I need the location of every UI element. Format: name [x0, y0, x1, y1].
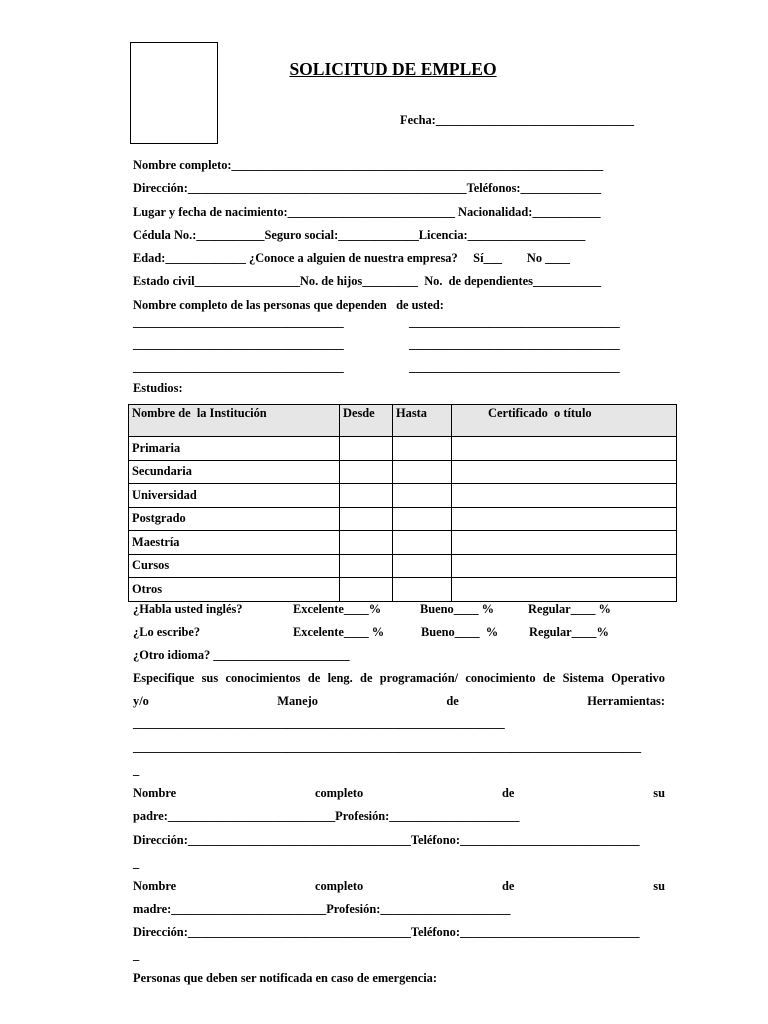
word: su [653, 879, 665, 893]
programming-prompt-line2 [133, 694, 665, 709]
line-dash: _ [133, 948, 140, 962]
programming-prompt-line1 [133, 671, 665, 686]
dependientes-heading: Nombre completo de las personas que dependen de usted: [133, 298, 444, 312]
word: completo [314, 879, 364, 893]
row-label: Primaria [129, 437, 340, 461]
escribe-bueno: Bueno____ % [421, 625, 499, 639]
column-header: Nombre de la Institución [129, 405, 340, 437]
line-dash: _ [133, 763, 140, 777]
table-row [129, 554, 677, 578]
otro-idioma-field: ¿Otro idioma? ______________________ [133, 648, 350, 662]
line-dash: _ [133, 856, 140, 870]
madre-profesion-field: madre:_________________________Profesión:_____________________ [133, 902, 511, 916]
table-cell [452, 531, 677, 555]
row-label: Secundaria [129, 460, 340, 484]
lugar-nacimiento-field: Lugar y fecha de nacimiento:___________________________ Nacionalidad:___________ [133, 205, 601, 219]
habla-bueno: Bueno____ % [420, 602, 495, 616]
table-cell [452, 578, 677, 602]
escribe-question: ¿Lo escribe? [133, 625, 201, 639]
word: programación/ [379, 671, 459, 685]
table-cell [452, 460, 677, 484]
direccion-field: Dirección:_____________________________________________Teléfonos:_____________ [133, 181, 602, 195]
table-cell [452, 554, 677, 578]
programming-line: __________________________________________________________________________________ [133, 740, 642, 754]
escribe-excelente: Excelente____ % [293, 625, 385, 639]
table-cell [393, 578, 452, 602]
row-label: Postgrado [129, 507, 340, 531]
form-title: SOLICITUD DE EMPLEO [289, 59, 497, 79]
edad-field: Edad:_____________ ¿Conoce a alguien de nuestra empresa? Sí___ No ____ [133, 251, 570, 265]
estado-civil-field: Estado civil_________________No. de hijos_________ No. de dependientes___________ [133, 274, 602, 288]
studies-table [128, 404, 677, 602]
column-header: Hasta [393, 405, 452, 437]
word: su [653, 786, 665, 800]
father-name-line [133, 786, 665, 801]
word: de [542, 671, 556, 685]
estudios-heading: Estudios: [133, 381, 183, 395]
word: Sistema [562, 671, 604, 685]
word: y/o [133, 694, 149, 708]
table-cell [452, 484, 677, 508]
word: sus [201, 671, 219, 685]
blank-line: __________________________________ [409, 315, 620, 329]
table-cell [393, 460, 452, 484]
madre-direccion-field: Dirección:____________________________________Teléfono:_____________________________ [133, 925, 640, 939]
table-cell [452, 507, 677, 531]
emergency-heading: Personas que deben ser notificada en caso de emergencia: [133, 971, 437, 985]
word: Nombre [133, 879, 177, 893]
table-cell [340, 437, 393, 461]
word: Herramientas: [587, 694, 665, 708]
word: Manejo [277, 694, 318, 708]
word: completo [314, 786, 364, 800]
word: de [502, 879, 515, 893]
row-label: Cursos [129, 554, 340, 578]
table-row [129, 578, 677, 602]
blank-line: __________________________________ [409, 360, 620, 374]
word: Especifique [133, 671, 195, 685]
word: conocimientos [225, 671, 301, 685]
table-cell [340, 460, 393, 484]
word: de [502, 786, 515, 800]
photo-box [130, 42, 218, 144]
word: de [307, 671, 321, 685]
row-label: Maestría [129, 531, 340, 555]
habla-excelente: Excelente____% [293, 602, 382, 616]
column-header: Desde [340, 405, 393, 437]
cedula-field: Cédula No.:___________Seguro social:_____________Licencia:___________________ [133, 228, 586, 242]
habla-regular: Regular____ % [528, 602, 611, 616]
table-cell [393, 507, 452, 531]
word: conocimiento [465, 671, 536, 685]
word: de [446, 694, 459, 708]
table-cell [340, 554, 393, 578]
table-row [129, 507, 677, 531]
row-label: Otros [129, 578, 340, 602]
blank-line: __________________________________ [133, 315, 344, 329]
table-cell [452, 437, 677, 461]
fecha-field: Fecha:________________________________ [400, 113, 635, 127]
habla-ingles-question: ¿Habla usted inglés? [133, 602, 243, 616]
word: Operativo [611, 671, 665, 685]
padre-profesion-field: padre:___________________________Profesión:_____________________ [133, 809, 520, 823]
blank-line: __________________________________ [133, 337, 344, 351]
table-cell [393, 437, 452, 461]
table-cell [393, 554, 452, 578]
table-row [129, 437, 677, 461]
word: de [360, 671, 373, 685]
table-cell [340, 507, 393, 531]
blank-line: __________________________________ [133, 360, 344, 374]
nombre-field: Nombre completo:____________________________________________________________ [133, 158, 604, 172]
table-cell [340, 484, 393, 508]
table-cell [393, 531, 452, 555]
row-label: Universidad [129, 484, 340, 508]
word: leng. [327, 671, 353, 685]
table-cell [340, 578, 393, 602]
word: Nombre [133, 786, 177, 800]
escribe-regular: Regular____% [529, 625, 609, 639]
programming-line: ____________________________________________________________ [133, 716, 505, 730]
padre-direccion-field: Dirección:____________________________________Teléfono:_____________________________ [133, 833, 640, 847]
column-header: Certificado o título [452, 405, 677, 437]
table-cell [340, 531, 393, 555]
table-row [129, 484, 677, 508]
blank-line: __________________________________ [409, 337, 620, 351]
mother-name-line [133, 879, 665, 894]
table-row [129, 531, 677, 555]
table-row [129, 460, 677, 484]
table-cell [393, 484, 452, 508]
table-header-row [129, 405, 677, 437]
